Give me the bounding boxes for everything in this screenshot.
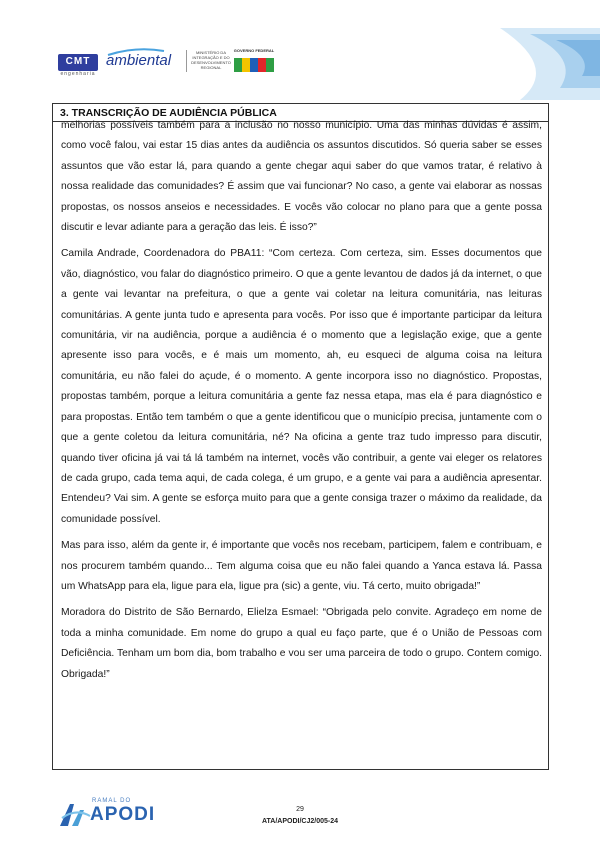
paragraph: Camila Andrade, Coordenadora do PBA11: “Com certeza. Com certeza, sim. Esses documentos que vão, diagnóstico, vou falar do diagnóstico primeiro. O que a gente levantou de dados já da internet, o que a gente vai levantar na prefeitura, o que a gente vai coletar na leitura comunitária, nas leituras comunitárias. A gente junta tudo e apresenta para vocês. Por isso que é importante participar da leitura comunitária, vir na audiência, porque a audiência é o momento que a legislação exige, que a gente apresente isso para vocês, e é mais um momento, ah, eu esqueci de alguma coisa na leitura comunitária, eu não falei do açude, é o momento. A gente incorpora isso no diagnóstico. Propostas, propostas também, porque a leitura comunitária a gente faz nessa etapa, mas ela é para diagnóstico e para propostas. Então tem também o que a gente identificou que o município precisa, juntamente com o que a gente coletou da leitura comunitária, né? Na oficina a gente traz tudo impresso para discutir, quando tiver oficina já vai tá lá também na internet, vocês vão contribuir, a gente vai eleger os relatores de cada grupo, cada tema aqui, de cada colega, é um grupo, e a gente vai para a audiência apresentar. Entendeu? Vai sim. A gente se esforça muito para que a gente consiga trazer o máximo da realidade, da comunidade possível. — [61, 248, 542, 525]
ambiental-logo-text: ambiental — [106, 52, 172, 69]
ramal-text: RAMAL DO — [92, 798, 132, 804]
cmt-logo-text: CMT — [65, 56, 91, 67]
section-title: 3. TRANSCRIÇÃO DE AUDIÊNCIA PÚBLICA — [53, 104, 548, 122]
header-decoration-icon — [460, 28, 600, 100]
ramal-apodi-logo — [58, 798, 168, 830]
brasil-wordmark-icon — [234, 58, 274, 72]
paragraph: Moradora do Distrito de São Bernardo, Elielza Esmael: “Obrigada pelo convite. Agradeço em nome de toda a minha comunidade. Em nome do grupo a qual eu faço parte, que é o União de Pessoas com Deficiência. Tenham um bom dia, bom trabalho e vou ser uma parceira de todo o grupo. Contem comigo. Obrigada!” — [61, 607, 542, 680]
apodi-text: APODI — [90, 804, 156, 825]
content-frame — [52, 103, 549, 770]
gov-brasil-logo — [232, 48, 276, 74]
document-code: ATA/APODI/CJ2/005-24 — [262, 818, 338, 825]
transcript-body — [61, 122, 542, 691]
page-number: 29 — [296, 806, 304, 813]
gov-logo-text: GOVERNO FEDERAL — [233, 48, 275, 53]
ramal-apodi-mark-icon — [58, 800, 92, 828]
ambiental-logo — [106, 52, 171, 69]
ambiental-swoosh-icon — [106, 48, 166, 56]
ministry-logo: MINISTÉRIO DA INTEGRAÇÃO E DO DESENVOLVIMENTO REGIONAL — [186, 50, 232, 72]
cmt-logo — [58, 54, 98, 71]
paragraph: Mas para isso, além da gente ir, é importante que vocês nos recebam, participem, falem e contribuam, e nos procurem também quando... Tem alguma coisa que eu não falei quando a Yanca estava lá. Passa um WhatsApp para ela, ligue para ela, ligue pra (sic) a gente, viu. Tá certo, muito obrigada!” — [61, 540, 542, 592]
cmt-logo-subtitle: engenharia — [60, 71, 96, 77]
page-header — [0, 0, 600, 100]
paragraph: melhorias possíveis também para a inclusão no nosso município. Uma das minhas dúvidas é assim, como você falou, vai estar 15 dias antes da audiência os assuntos discutidos. Só queria saber se esses assuntos que vão estar lá, para quando a gente chegar aqui saber do que vamos tratar, é relativo à nossa realidade das comunidades? É assim que vai funcionar? No caso, a gente vai elaborar as nossas propostas, os nossos anseios e necessidades. E vocês vão colocar no plano para que a gente possa discutir e levar adiante para a geração das leis. É isso?” — [61, 120, 542, 234]
